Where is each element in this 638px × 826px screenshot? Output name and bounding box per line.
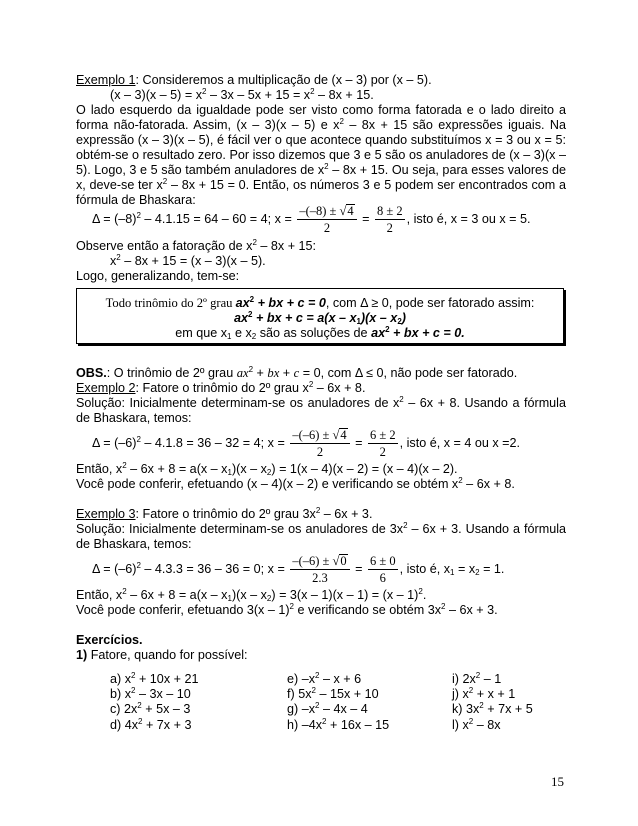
example3-intro: Exemplo 3: Fatore o trinômio do 2º grau $3x^2 - 6x + 3$.	[76, 506, 373, 521]
paragraph-line: Você pode conferir, efetuando (x – 4)(x – 2) e verificando se obtém $x^2 - 6x + 8$.	[76, 476, 515, 491]
exercise-item: f) $5x^2 - 15x + 10$	[287, 686, 379, 702]
theorem-box	[76, 288, 564, 344]
exercise-item: d) $4x^2 + 7x + 3$	[110, 716, 192, 732]
page-number: 15	[551, 774, 564, 789]
paragraph-line: Logo, generalizando, tem-se:	[76, 269, 240, 283]
exercise-item: e) $-x^2 - x + 6$	[287, 671, 362, 686]
paragraph-line: obtém-se o resultado zero. Por isso dizemos que 3 e 5 são os anuladores de (x – 3)(x –	[76, 148, 566, 162]
example1-bhaskara-formula: $\Delta = (-8)^2 - 4.1.15 = 64 - 60 = 4$; x = $\frac{-(-8) \pm √4}{2}$ = $\frac{8 \pm 2}{2}$ , isto é, x = 3 ou x = 5.	[92, 204, 531, 235]
paragraph-line: x, deve-se ter $x^2 - 8x + 15 = 0$. Então, os números 3 e 5 podem ser encontrados com a	[76, 177, 567, 192]
exercise-column-3	[452, 672, 533, 733]
exercise-item: l) $x^2 - 8x$	[452, 716, 501, 732]
example2-intro: Exemplo 2: Fatore o trinômio do 2º grau $x^2 - 6x + 8$.	[76, 380, 366, 395]
exercise-item: i) $2x^2 - 1$	[452, 671, 502, 686]
exercise-column-2	[287, 672, 389, 733]
paragraph-line: Você pode conferir, efetuando 3(x – 1)$^2$ e verificando se obtém $3x^2 - 6x + 3$.	[76, 602, 498, 617]
factorization-line: $x^2 - 8x + 15 = (x - 3)(x - 5)$.	[110, 253, 266, 268]
paragraph-line: expressão (x – 3)(x – 5), é fácil ver o que acontece quando substituímos x = 3 ou x = 5:	[76, 133, 566, 147]
exercise-item: h) $-4x^2 + 16x - 15$	[287, 716, 390, 732]
example1-intro: Exemplo 1: Consideremos a multiplicação de (x – 3) por (x – 5).	[76, 73, 432, 87]
obs-note: OBS.: O trinômio de 2º grau $ax^2$ + bx + c = 0, com Δ ≤ 0, não pode ser fatorado.	[76, 365, 518, 380]
exercise-item: c) $2x^2 + 5x - 3$	[110, 701, 191, 717]
theorem-line: Todo trinômio do 2º grau $ax^2$ + bx + c = 0, com Δ ≥ 0, pode ser fatorado assim:	[105, 295, 535, 310]
exercise-column-1	[110, 672, 198, 733]
exercise-item: k) $3x^2 + 7x + 5$	[452, 701, 533, 717]
exercise-item: j) $x^2 + x + 1$	[452, 686, 516, 702]
exercise-question: 1) Fatore, quando for possível:	[76, 648, 248, 662]
paragraph-line: Solução: Inicialmente determinam-se os anuladores de $x^2 - 6x + 8$. Usando a fórmula	[76, 395, 566, 410]
paragraph-line: 5). Logo, 3 e 5 são também anuladores de $x^2 - 8x + 15$. Ou seja, para esses valores de	[76, 162, 566, 177]
paragraph-line: fórmula de Bhaskara:	[76, 193, 196, 207]
paragraph-line: Então, $x^2 - 6x + 8 = a(x - x_1)(x - x_2) = 3(x - 1)(x - 1) = (x - 1)^2$.	[76, 587, 427, 603]
exercise-item: a) $x^2 + 10x + 21$	[110, 671, 199, 686]
paragraph-line: de Bhaskara, temos:	[76, 537, 192, 551]
theorem-line: em que $x_1$ e $x_2$ são as soluções de $ax^2$ + bx + c = 0.	[175, 325, 465, 341]
example3-label: Exemplo 3	[76, 507, 136, 521]
example1-label: Exemplo 1	[76, 73, 136, 87]
fraction: $\frac{6 \pm 0}{6}$	[369, 554, 396, 585]
theorem-formula: $ax^2$ + bx + $c = a(x - x_1)(x - x_2)$	[234, 310, 406, 326]
fraction: $\frac{-(-6) \pm √4}{2}$	[290, 428, 349, 459]
paragraph-line: Solução: Inicialmente determinam-se os anuladores de $3x^2 - 6x + 3$. Usando a fórmula	[76, 521, 567, 536]
paragraph-line: Observe então a fatoração de $x^2 - 8x + 15$:	[76, 238, 317, 253]
paragraph-line: forma não-fatorada. Assim, (x – 3)(x – 5) e $x^2 - 8x + 15$ são expressões iguais. Na	[76, 117, 567, 132]
paragraph-line: Então, $x^2 - 6x + 8 = a(x - x_1)(x - x_2) = 1(x - 4)(x - 2) = (x - 4)(x - 2)$.	[76, 461, 458, 477]
exercise-item: g) $-x^2 - 4x - 4$	[287, 701, 368, 717]
example2-bhaskara-formula: $\Delta = (-6)^2 - 4.1.8 = 36 - 32 = 4$; x = $\frac{-(-6) \pm √4}{2}$ = $\frac{6 \pm 2}{2}$ , isto é, x = 4 ou x =2.	[92, 428, 521, 459]
example3-bhaskara-formula: $\Delta = (-6)^2 - 4.3.3 = 36 - 36 = 0$; x = $\frac{-(-6) \pm √0}{2.3}$ = $\frac{6 \pm 0}{6}$ , isto é, $x_1 = x_2 = 1$.	[92, 554, 505, 585]
fraction: $\frac{-(-6) \pm √0}{2.3}$	[290, 554, 349, 585]
paragraph-line: O lado esquerdo da igualdade pode ser visto como forma fatorada e o lado direito a	[76, 103, 566, 117]
fraction: $\frac{6 \pm 2}{2}$	[369, 428, 396, 459]
example1-equation: $(x - 3)(x - 5) = x^2 - 3x - 5x + 15 = x^2 - 8x + 15$.	[110, 87, 374, 102]
paragraph-line: de Bhaskara, temos:	[76, 411, 192, 425]
exercise-item: b) $x^2 - 3x - 10$	[110, 686, 191, 702]
exercises-title: Exercícios.	[76, 633, 143, 647]
fraction: $\frac{-(-8) \pm √4}{2}$	[297, 204, 356, 235]
fraction: $\frac{8 \pm 2}{2}$	[376, 204, 403, 235]
example2-label: Exemplo 2	[76, 381, 136, 395]
